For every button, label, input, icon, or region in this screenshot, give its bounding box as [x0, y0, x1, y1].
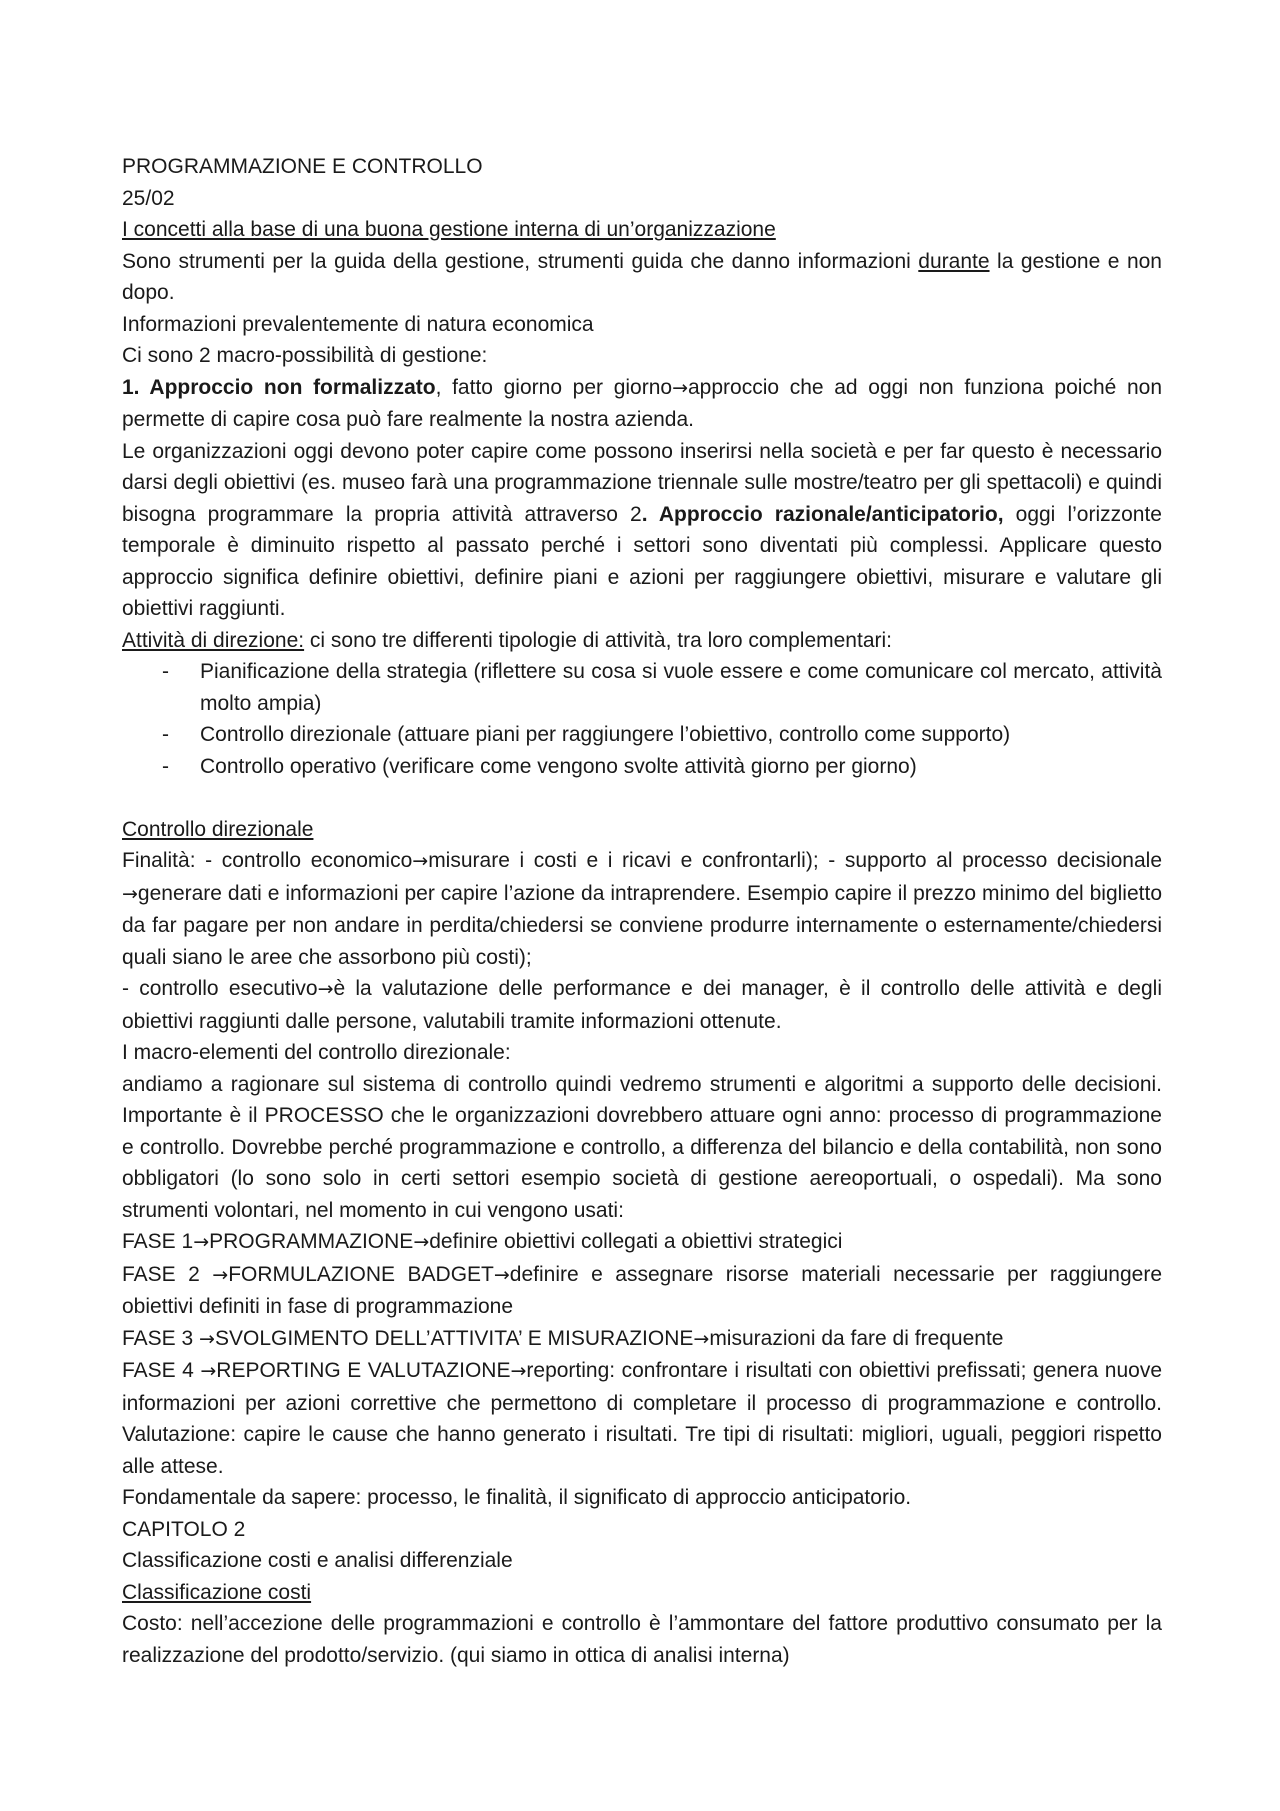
paragraph-approach-2: Le organizzazioni oggi devono poter capire come possono inserirsi nella società e per far questo è necessario darsi degli obiettivi (es. museo farà una programmazione triennale sulle mostre/teatro per gli spettacoli) e quindi bisogna programmare la propria attività attraverso 2. Approccio razionale/anticipatorio, oggi l’orizzonte temporale è diminuito rispetto al passato perché i settori sono diventati più complessi. Applicare questo approccio significa definire obiettivi, definire piani e azioni per raggiungere obiettivi, misurare e valutare gli obiettivi raggiunti. [122, 439, 1162, 620]
arrow-icon: → [200, 1360, 217, 1382]
paragraph-macro-options: Ci sono 2 macro-possibilità di gestione: [122, 344, 488, 367]
list-item: - Pianificazione della strategia (riflettere su cosa si vuole essere e come comunicare col mercato, attività molto ampia) [162, 660, 1162, 715]
arrow-icon: → [412, 850, 429, 872]
arrow-icon: → [413, 1231, 430, 1253]
arrow-icon: → [672, 376, 688, 399]
arrow-icon: → [193, 1231, 210, 1253]
paragraph-macro-elements: I macro-elementi del controllo direzionale: [122, 1041, 511, 1064]
arrow-icon: → [493, 1263, 510, 1286]
phase-4: FASE 4 →REPORTING E VALUTAZIONE→reporting: confrontare i risultati con obiettivi prefissati; genera nuove informazioni per azioni correttive che permettono di completare il processo di programmazione e controllo. Valutazione: capire le cause che hanno generato i risultati. Tre tipi di risultati: migliori, uguali, peggiori rispetto alle attese. [122, 1359, 1162, 1478]
paragraph-cost-definition: Costo: nell’accezione delle programmazioni e controllo è l’ammontare del fattore produttivo consumato per la realizzazione del prodotto/servizio. (qui siamo in ottica di analisi interna) [122, 1612, 1162, 1667]
section-heading-costs: Classificazione costi [122, 1580, 312, 1604]
paragraph-key-points: Fondamentale da sapere: processo, le finalità, il significato di approccio anticipatorio. [122, 1486, 912, 1509]
list-item: - Controllo direzionale (attuare piani per raggiungere l’obiettivo, controllo come supporto) [162, 723, 1011, 746]
arrow-icon: → [317, 978, 334, 1000]
section-heading-direzionale: Controllo direzionale [122, 817, 314, 841]
arrow-icon: → [122, 882, 138, 905]
arrow-icon: → [693, 1327, 710, 1350]
activity-list [122, 656, 1162, 782]
phase-2: FASE 2 →FORMULAZIONE BADGET→definire e assegnare risorse materiali necessarie per raggiungere obiettivi definiti in fase di programmazione [122, 1262, 1162, 1318]
arrow-icon: → [212, 1263, 229, 1286]
arrow-icon: → [199, 1327, 215, 1350]
section-heading-concepts: I concetti alla base di una buona gestione interna di un’organizzazione [122, 218, 776, 241]
paragraph-control-system: andiamo a ragionare sul sistema di controllo quindi vedremo strumenti e algoritmi a supporto delle decisioni. Importante è il PROCESSO che le organizzazioni dovrebbero attuare ogni anno: processo di programmazione e controllo. Dovrebbe perché programmazione e controllo, a differenza del bilancio e della contabilità, non sono obbligatori (lo sono solo in certi settori esempio società di gestione aereoportuali, o ospedali). Ma sono strumenti volontari, nel momento in cui vengono usati: [122, 1072, 1162, 1222]
blank-line [122, 782, 1162, 814]
paragraph-tools: Sono strumenti per la guida della gestione, strumenti guida che danno informazioni durante la gestione e non dopo. [122, 249, 1162, 304]
arrow-icon: → [510, 1360, 527, 1382]
paragraph-purposes: Finalità: - controllo economico→misurare i costi e i ricavi e confrontarli); - supporto al processo decisionale →generare dati e informazioni per capire l’azione da intraprendere. Esempio capire il prezzo minimo del biglietto da far pagare per non andare in perdita/chiedersi se conviene produrre internamente o esternamente/chiedersi quali siano le aree che assorbono più costi); [122, 849, 1162, 969]
paragraph-approach-1: 1. Approccio non formalizzato, fatto giorno per giorno→approccio che ad oggi non funziona poiché non permette di capire cosa può fare realmente la nostra azienda. [122, 375, 1163, 431]
phase-3: FASE 3 →SVOLGIMENTO DELL’ATTIVITA’ E MISURAZIONE→misurazioni da fare di frequente [122, 1326, 1004, 1350]
paragraph-economic-info: Informazioni prevalentemente di natura economica [122, 312, 594, 336]
lecture-date: 25/02 [122, 186, 175, 210]
list-item: - Controllo operativo (verificare come vengono svolte attività giorno per giorno) [162, 754, 917, 778]
document-body [122, 151, 1162, 1671]
paragraph-executive-control: - controllo esecutivo→è la valutazione delle performance e dei manager, è il controllo delle attività e degli obiettivi raggiunti dalle persone, valutabili tramite informazioni ottenute. [122, 977, 1162, 1033]
paragraph-direction-activities: Attività di direzione: ci sono tre differenti tipologie di attività, tra loro complementari: [122, 628, 892, 652]
chapter-title: CAPITOLO 2 [122, 1517, 246, 1541]
phase-1: FASE 1→PROGRAMMAZIONE→definire obiettivi collegati a obiettivi strategici [122, 1230, 843, 1253]
document-title: PROGRAMMAZIONE E CONTROLLO [122, 155, 483, 178]
chapter-subtitle: Classificazione costi e analisi differenziale [122, 1549, 513, 1572]
